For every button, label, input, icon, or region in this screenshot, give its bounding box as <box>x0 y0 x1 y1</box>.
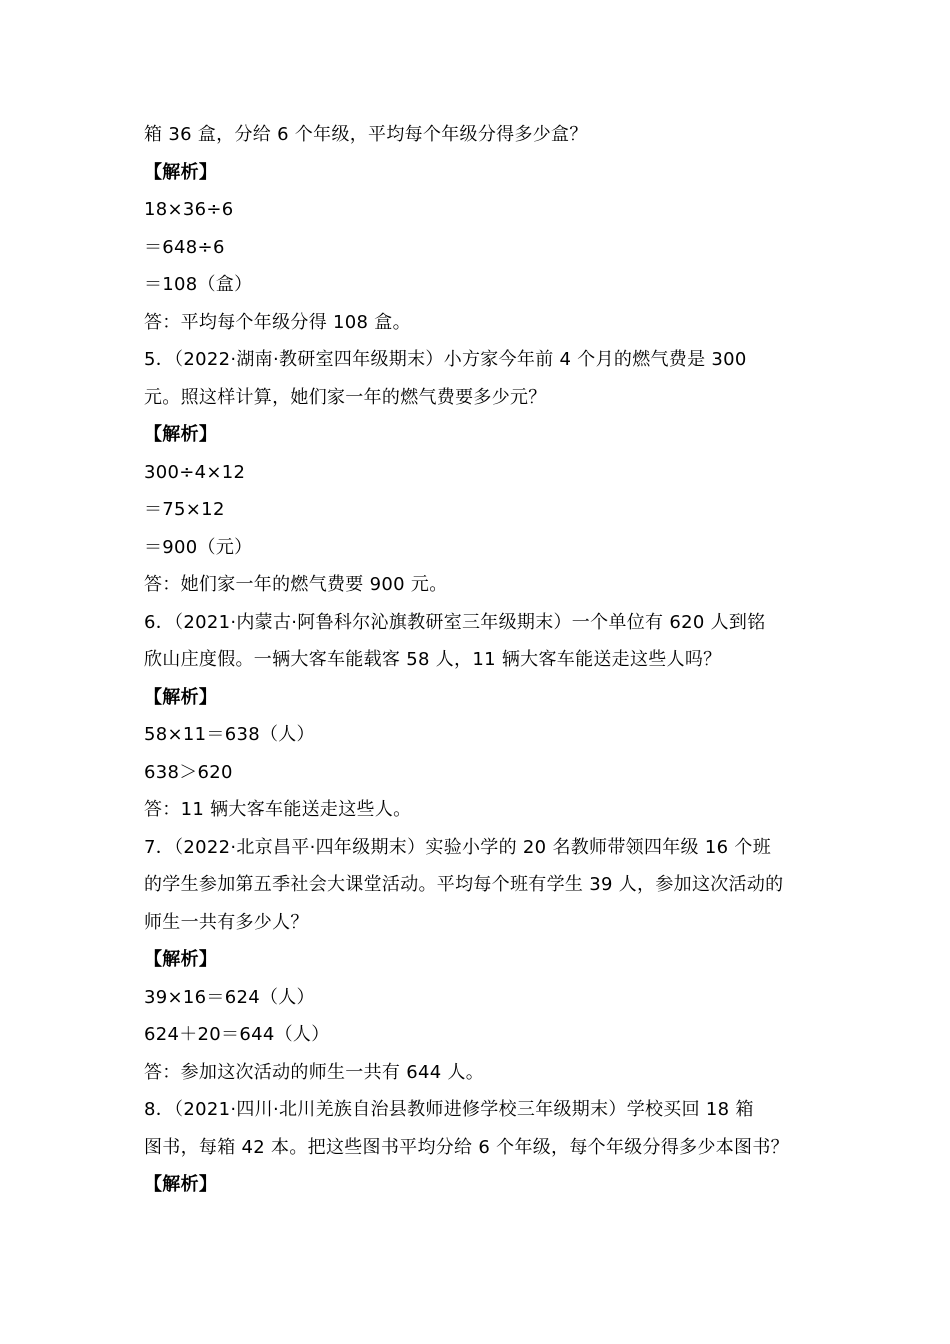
analysis-heading: 【解析】 <box>144 1174 218 1195</box>
text-line: ＝108（盒） <box>144 274 253 295</box>
text-line: 18×36÷6 <box>144 199 234 220</box>
question-line: 7．（2022·北京昌平·四年级期末）实验小学的 20 名教师带领四年级 16 个班 <box>144 836 771 858</box>
question-line: 的学生参加第五季社会大课堂活动。平均每个班有学生 39 人，参加这次活动的 <box>144 874 784 895</box>
text-line: ＝75×12 <box>144 499 225 520</box>
analysis-heading: 【解析】 <box>144 424 218 445</box>
text-line: 624＋20＝644（人） <box>144 1024 330 1045</box>
text-line: ＝648÷6 <box>144 236 225 258</box>
question-line: 欣山庄度假。一辆大客车能载客 58 人，11 辆大客车能送走这些人吗？ <box>144 649 722 670</box>
text-line: 58×11＝638（人） <box>144 724 315 745</box>
question-line: 8．（2021·四川·北川羌族自治县教师进修学校三年级期末）学校买回 18 箱 <box>144 1099 754 1120</box>
question-line: 图书，每箱 42 本。把这些图书平均分给 6 个年级，每个年级分得多少本图书？ <box>144 1136 789 1158</box>
question-line: 6．（2021·内蒙古·阿鲁科尔沁旗教研室三年级期末）一个单位有 620 人到铭 <box>144 611 766 633</box>
text-line: 638＞620 <box>144 761 233 783</box>
question-line: 5．（2022·湖南·教研室四年级期末）小方家今年前 4 个月的燃气费是 300 <box>144 349 747 370</box>
text-line: ＝900（元） <box>144 536 253 558</box>
answer-line: 答：她们家一年的燃气费要 900 元。 <box>144 574 448 595</box>
answer-line: 答：参加这次活动的师生一共有 644 人。 <box>144 1061 485 1083</box>
analysis-heading: 【解析】 <box>144 161 218 183</box>
text-line: 箱 36 盒，分给 6 个年级，平均每个年级分得多少盒？ <box>144 124 588 145</box>
analysis-heading: 【解析】 <box>144 686 218 708</box>
analysis-heading: 【解析】 <box>144 949 218 970</box>
text-line: 39×16＝624（人） <box>144 986 315 1008</box>
text-line: 300÷4×12 <box>144 461 246 483</box>
answer-line: 答：11 辆大客车能送走这些人。 <box>144 799 412 820</box>
answer-line: 答：平均每个年级分得 108 盒。 <box>144 311 411 333</box>
question-line: 元。照这样计算，她们家一年的燃气费要多少元？ <box>144 386 547 408</box>
question-line: 师生一共有多少人？ <box>144 911 309 933</box>
document-body <box>144 116 824 1204</box>
